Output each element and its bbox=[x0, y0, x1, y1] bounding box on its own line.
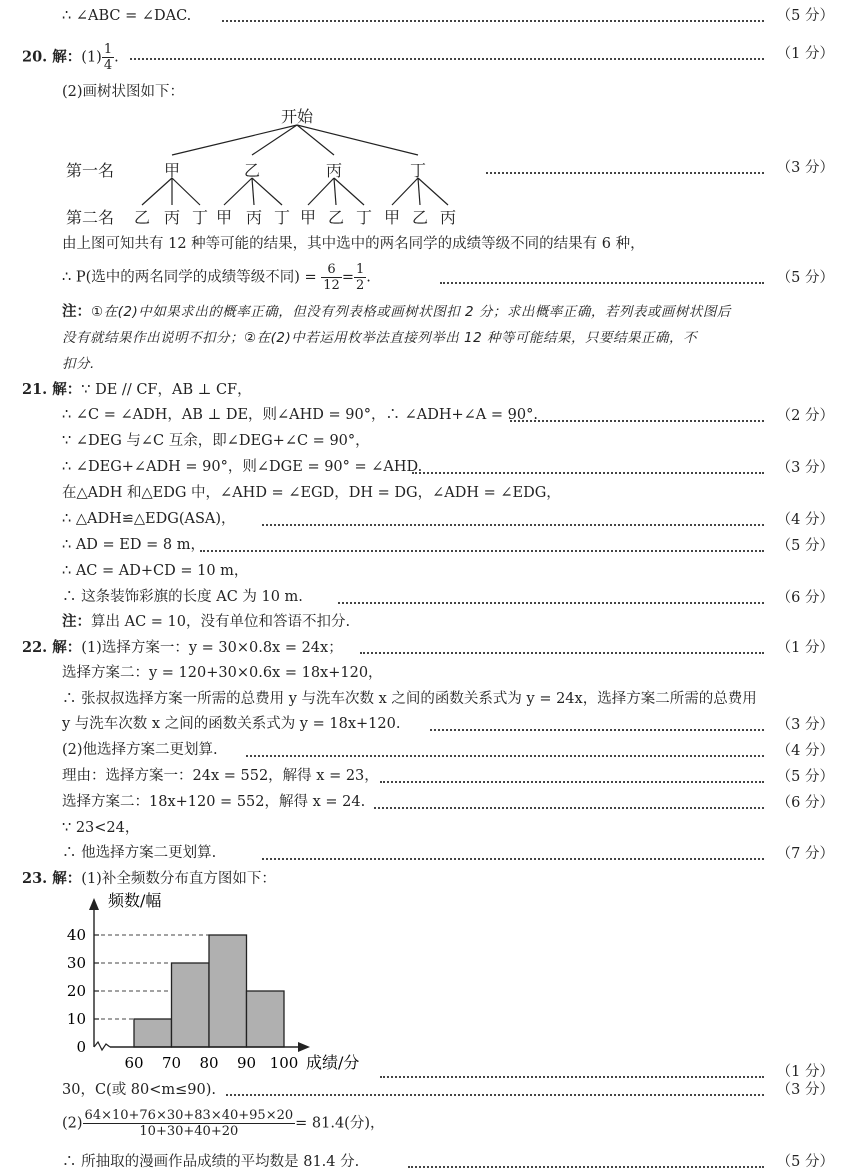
text-line: (2)他选择方案二更划算. bbox=[62, 742, 218, 758]
score-label: （6 分） bbox=[776, 795, 834, 811]
x-axis-arrow bbox=[298, 1042, 310, 1052]
leader-dots bbox=[440, 282, 764, 284]
text-line: ∴ ∠DEG+∠ADH = 90°，则∠DGE = 90° = ∠AHD. bbox=[62, 459, 423, 475]
sub-label: (1) bbox=[81, 49, 102, 66]
tree-branches bbox=[142, 125, 448, 205]
leader-dots bbox=[262, 524, 764, 526]
score-label: （5 分） bbox=[776, 8, 834, 24]
y-tick-label: 20 bbox=[66, 982, 86, 1000]
text-line: ∴ △ADH≌△EDG(ASA)， bbox=[62, 511, 236, 527]
score-label: （5 分） bbox=[776, 769, 834, 785]
y-tick-label: 0 bbox=[76, 1038, 86, 1056]
mean-line bbox=[62, 1108, 385, 1139]
fraction-numerator: 6 bbox=[321, 262, 342, 278]
tree-leaf: 丙 bbox=[440, 208, 457, 227]
leader-dots bbox=[380, 781, 764, 783]
x-tick-label: 80 bbox=[199, 1054, 219, 1072]
leader-dots bbox=[380, 1076, 764, 1078]
question-number: 21. 解： bbox=[22, 381, 82, 398]
leader-dots bbox=[222, 20, 764, 22]
equals: = bbox=[341, 269, 354, 286]
fraction bbox=[354, 262, 366, 293]
fraction-denominator: 4 bbox=[103, 58, 113, 73]
score-label: （1 分） bbox=[776, 46, 834, 62]
mean-result: = 81.4(分)， bbox=[295, 1115, 385, 1132]
leader-dots bbox=[130, 58, 764, 60]
text-line: ∴ ∠ABC = ∠DAC. bbox=[62, 8, 192, 24]
tree-root: 开始 bbox=[281, 107, 314, 126]
text-line: ∵ ∠DEG 与∠C 互余，即∠DEG+∠C = 90°， bbox=[62, 433, 370, 449]
x-tick-label: 100 bbox=[269, 1054, 299, 1072]
text-line: (1)补全频数分布直方图如下： bbox=[81, 871, 276, 887]
score-label: （1 分） bbox=[776, 640, 834, 656]
y-tick-label: 40 bbox=[66, 926, 86, 944]
fraction-denominator: 2 bbox=[355, 278, 365, 293]
fraction-numerator: 1 bbox=[103, 42, 113, 57]
score-label: （5 分） bbox=[776, 538, 834, 554]
score-label: （3 分） bbox=[776, 1082, 834, 1098]
score-label: （3 分） bbox=[776, 160, 834, 176]
period: . bbox=[114, 49, 119, 66]
histogram-chart bbox=[62, 890, 392, 1075]
score-label: （2 分） bbox=[776, 408, 834, 424]
tree-node: 乙 bbox=[244, 161, 261, 180]
leader-dots bbox=[226, 1094, 764, 1096]
note-label: 注： bbox=[62, 613, 91, 630]
fraction-denominator: 10+30+40+20 bbox=[139, 1124, 239, 1139]
score-label: （4 分） bbox=[776, 512, 834, 528]
score-label: （3 分） bbox=[776, 460, 834, 476]
y-axis-arrow bbox=[89, 898, 99, 910]
text-line: 由上图可知共有 12 种等可能的结果，其中选中的两名同学的成绩等级不同的结果有 6 种， bbox=[62, 236, 645, 252]
question-20 bbox=[22, 42, 119, 73]
question-number: 20. 解： bbox=[22, 48, 82, 66]
text-line: ∴ 所抽取的漫画作品成绩的平均数是 81.4 分. bbox=[62, 1154, 360, 1170]
note-text: ①在(2)中如果求出的概率正确，但没有列表格或画树状图扣 2 分；求出概率正确，若列表或画树状图后 bbox=[91, 304, 731, 320]
text-line: ∴ AD = ED = 8 m， bbox=[62, 537, 205, 553]
text-line: ∴ ∠C = ∠ADH，AB ⊥ DE，则∠AHD = 90°，∴ ∠ADH+∠A = 90°. bbox=[62, 407, 538, 423]
text-line: ∵ 23<24， bbox=[62, 820, 140, 836]
histogram-bar bbox=[209, 935, 247, 1047]
note-label: 注： bbox=[62, 303, 91, 320]
text-line: 选择方案二：18x+120 = 552，解得 x = 24. bbox=[62, 794, 366, 810]
leader-dots bbox=[338, 602, 764, 604]
fraction-numerator: 64×10+76×30+83×40+95×20 bbox=[84, 1108, 294, 1123]
score-label: （1 分） bbox=[776, 1064, 834, 1080]
question-number: 22. 解： bbox=[22, 639, 82, 656]
tree-node: 丁 bbox=[410, 161, 427, 180]
probability-prefix: ∴ P(选中的两名同学的成绩等级不同) = bbox=[62, 269, 317, 286]
leader-dots bbox=[510, 420, 764, 422]
score-label: （7 分） bbox=[776, 846, 834, 862]
text-line: ∵ DE // CF，AB ⊥ CF， bbox=[81, 382, 252, 398]
tree-row2-label: 第二名 bbox=[66, 208, 115, 227]
tree-leaf: 甲 bbox=[384, 208, 401, 227]
score-label: （6 分） bbox=[776, 590, 834, 606]
fraction-numerator: 1 bbox=[355, 262, 365, 277]
tree-leaf: 丁 bbox=[356, 208, 373, 227]
tree-leaf: 丙 bbox=[246, 208, 263, 227]
score-label: （4 分） bbox=[776, 743, 834, 759]
leader-dots bbox=[408, 1166, 764, 1168]
leader-dots bbox=[246, 755, 764, 757]
text-line: 理由：选择方案一：24x = 552，解得 x = 23， bbox=[62, 768, 379, 784]
x-axis-label: 成绩/分 bbox=[306, 1053, 360, 1072]
y-tick-label: 30 bbox=[66, 954, 86, 972]
tree-row1-label: 第一名 bbox=[66, 161, 115, 180]
text-line: ∴ 他选择方案二更划算. bbox=[62, 845, 217, 861]
sub-label: (2) bbox=[62, 1115, 83, 1132]
period: . bbox=[366, 269, 371, 286]
chart-bars bbox=[134, 935, 284, 1047]
leader-dots bbox=[360, 652, 764, 654]
text-line: 30，C(或 80<m≤90). bbox=[62, 1082, 217, 1098]
x-tick-label: 70 bbox=[161, 1054, 182, 1072]
histogram-bar bbox=[134, 1019, 172, 1047]
y-tick-label: 10 bbox=[66, 1010, 86, 1028]
question-23 bbox=[22, 869, 276, 889]
leader-dots bbox=[412, 472, 764, 474]
text-line: ∴ AC = AD+CD = 10 m， bbox=[62, 563, 249, 579]
leader-dots bbox=[486, 172, 764, 174]
tree-leaf: 乙 bbox=[412, 208, 429, 227]
leader-dots bbox=[200, 550, 764, 552]
question-number: 23. 解： bbox=[22, 870, 82, 887]
fraction bbox=[321, 262, 342, 293]
histogram-bar bbox=[247, 991, 285, 1047]
x-tick-label: 90 bbox=[236, 1054, 257, 1072]
question-21 bbox=[22, 380, 252, 400]
tree-leaf: 甲 bbox=[216, 208, 233, 227]
note-text: 扣分. bbox=[62, 356, 95, 372]
leader-dots bbox=[430, 729, 764, 731]
note-text: 算出 AC = 10，没有单位和答语不扣分. bbox=[91, 614, 351, 630]
tree-leaf: 乙 bbox=[328, 208, 345, 227]
text-line: (1)选择方案一：y = 30×0.8x = 24x； bbox=[81, 640, 343, 656]
note-line bbox=[62, 302, 731, 322]
score-label: （5 分） bbox=[776, 270, 834, 286]
leader-dots bbox=[262, 858, 764, 860]
text-line: 选择方案二：y = 120+30×0.6x = 18x+120， bbox=[62, 665, 383, 681]
tree-leaf: 丁 bbox=[274, 208, 291, 227]
text-line: y 与洗车次数 x 之间的函数关系式为 y = 18x+120. bbox=[62, 716, 401, 732]
text-line: (2)画树状图如下： bbox=[62, 84, 185, 100]
tree-leaf: 乙 bbox=[134, 208, 151, 227]
score-label: （3 分） bbox=[776, 717, 834, 733]
leader-dots bbox=[374, 807, 764, 809]
text-line: ∴ 张叔叔选择方案一所需的总费用 y 与洗车次数 x 之间的函数关系式为 y = 24x，选择方案二所需的总费用 bbox=[62, 691, 757, 707]
tree-leaf: 丁 bbox=[192, 208, 209, 227]
note-line bbox=[62, 612, 350, 632]
fraction bbox=[102, 42, 114, 73]
tree-leaf: 甲 bbox=[300, 208, 317, 227]
y-axis-label: 频数/幅 bbox=[108, 891, 162, 910]
axis-break bbox=[94, 1042, 110, 1050]
tree-node: 丙 bbox=[326, 161, 343, 180]
probability-line bbox=[62, 262, 371, 293]
tree-node: 甲 bbox=[164, 161, 181, 180]
note-text: 没有就结果作出说明不扣分；②在(2)中若运用枚举法直接列举出 12 种等可能结果，只要结果正确，不 bbox=[62, 330, 697, 346]
text-line: ∴ 这条装饰彩旗的长度 AC 为 10 m. bbox=[62, 589, 303, 605]
tree-leaf: 丙 bbox=[164, 208, 181, 227]
x-tick-label: 60 bbox=[124, 1054, 144, 1072]
histogram-bar bbox=[172, 963, 210, 1047]
fraction-denominator: 12 bbox=[323, 278, 340, 293]
text-line: 在△ADH 和△EDG 中，∠AHD = ∠EGD，DH = DG，∠ADH = ∠EDG， bbox=[62, 485, 561, 501]
fraction bbox=[83, 1108, 296, 1139]
question-22 bbox=[22, 638, 343, 658]
score-label: （5 分） bbox=[776, 1154, 834, 1170]
